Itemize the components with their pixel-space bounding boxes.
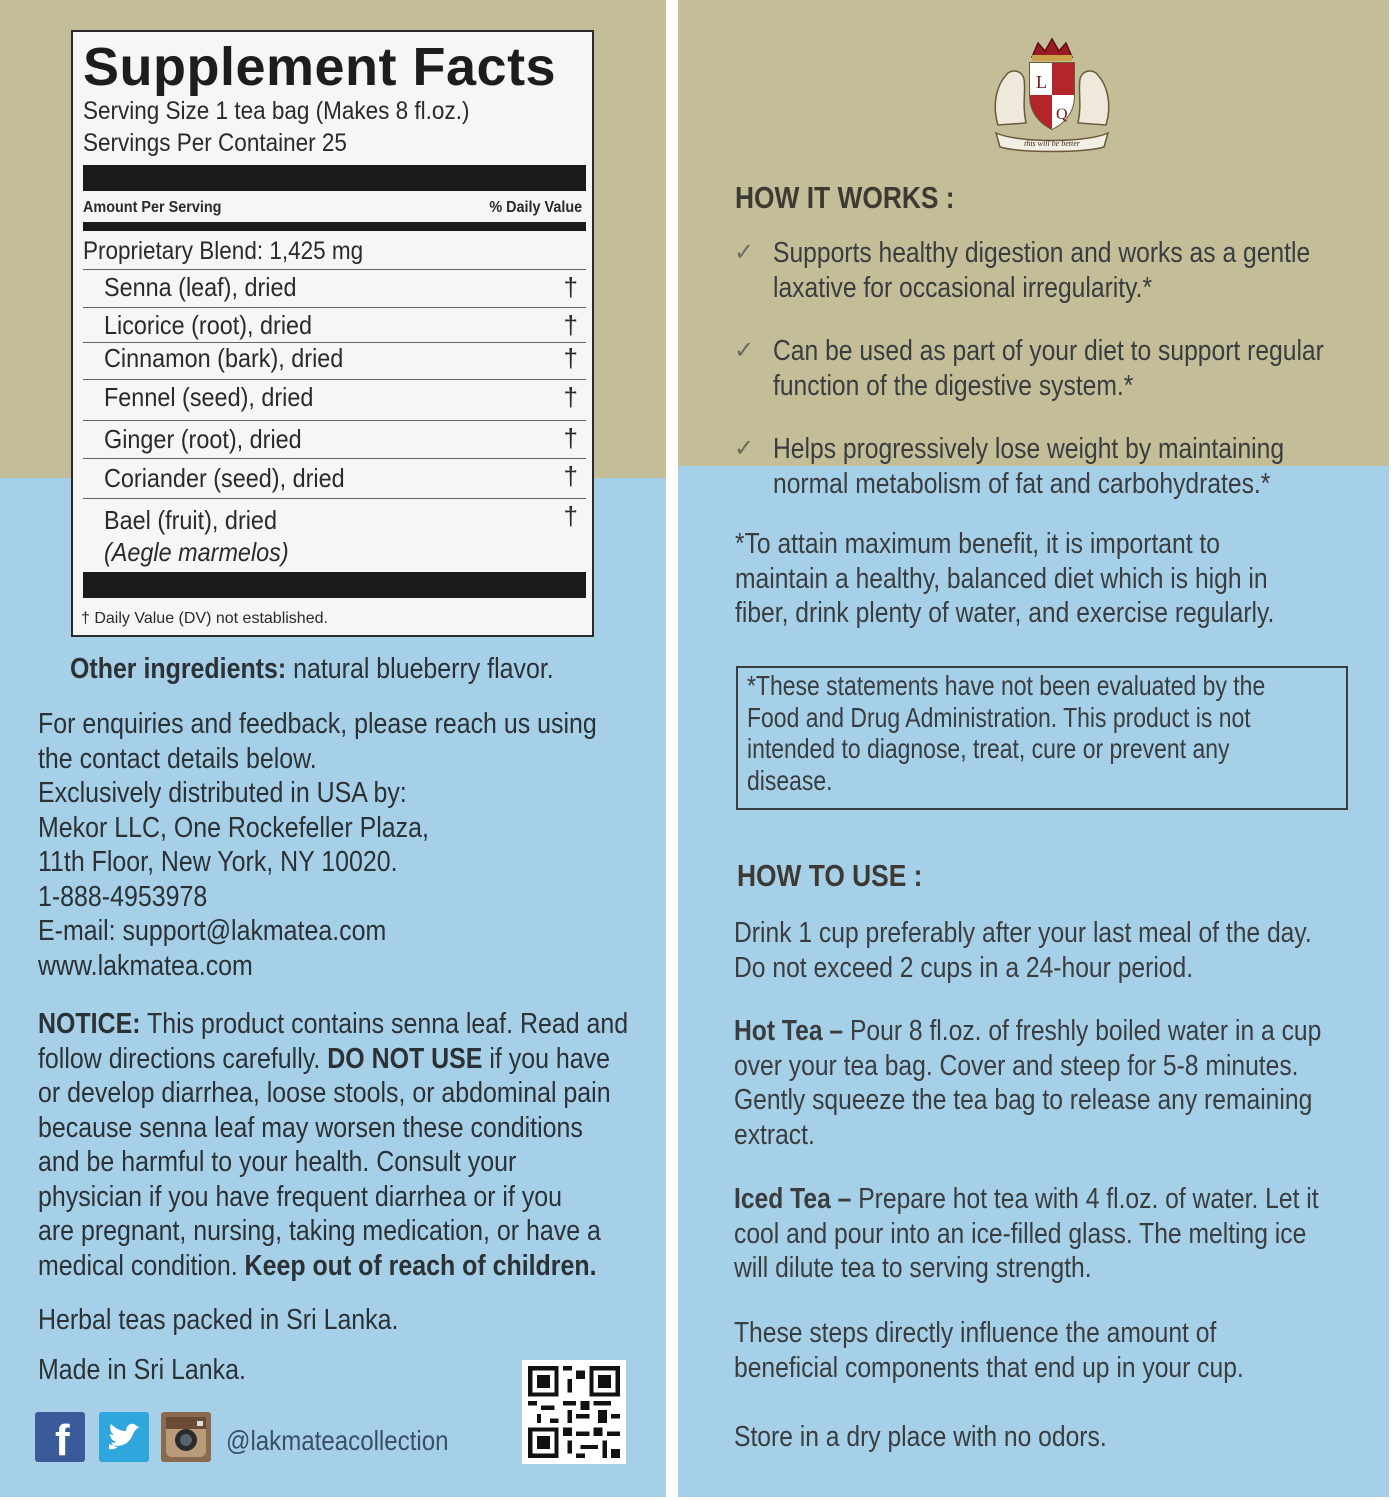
- ingredient-dv: †: [563, 501, 578, 531]
- ingredient-name: Cinnamon (bark), dried: [104, 343, 344, 373]
- fda-disclaimer: [747, 670, 1265, 796]
- intro-line: Do not exceed 2 cups in a 24-hour period.: [734, 951, 1194, 984]
- made-in: Made in Sri Lanka.: [38, 1354, 246, 1386]
- ingredient-name: Fennel (seed), dried: [104, 382, 314, 412]
- ingredient-name: Licorice (root), dried: [104, 310, 313, 340]
- steps-line: These steps directly influence the amount of: [734, 1317, 1217, 1349]
- ingredient-dv: †: [563, 382, 578, 412]
- ingredient-dv: †: [563, 343, 578, 373]
- intro-line: Drink 1 cup preferably after your last meal of the day.: [734, 917, 1312, 949]
- notice-text: or develop diarrhea, loose stools, or abdominal pain: [38, 1077, 611, 1109]
- medium-divider: [83, 222, 586, 231]
- contact-phone: 1-888-4953978: [38, 880, 208, 913]
- ingredient-row: [83, 269, 586, 307]
- svg-text:f: f: [55, 1416, 70, 1462]
- item-line: normal metabolism of fat and carbohydrates.*: [773, 467, 1271, 500]
- hot-line: over your tea bag. Cover and steep for 5-8 minutes.: [734, 1049, 1299, 1082]
- svg-text:L: L: [1036, 72, 1047, 92]
- fda-disclaimer-box: [736, 666, 1348, 810]
- hot-tea-label: Hot Tea –: [734, 1015, 850, 1047]
- ingredient-latin-name: (Aegle marmelos): [104, 537, 289, 567]
- contact-line: Mekor LLC, One Rockefeller Plaza,: [38, 811, 429, 844]
- fda-line: *These statements have not been evaluated by the: [747, 670, 1266, 701]
- checkmark-icon: ✓: [734, 337, 755, 364]
- ingredient-dv: †: [563, 461, 578, 491]
- facts-title: Supplement Facts: [83, 37, 557, 97]
- item-line: Helps progressively lose weight by maintaining: [773, 433, 1285, 465]
- other-ingredients-label: Other ingredients:: [70, 653, 287, 685]
- contact-line: the contact details below.: [38, 742, 317, 775]
- ingredient-row: [83, 458, 586, 498]
- iced-line: Prepare hot tea with 4 fl.oz. of water. Let it: [858, 1183, 1319, 1215]
- contact-line: 11th Floor, New York, NY 10020.: [38, 846, 398, 878]
- checkmark-icon: ✓: [734, 239, 755, 266]
- do-not-use: DO NOT USE: [327, 1042, 483, 1075]
- checkmark-icon: ✓: [734, 435, 755, 462]
- iced-line: cool and pour into an ice-filled glass. The melting ice: [734, 1217, 1307, 1250]
- note-line: maintain a healthy, balanced diet which is high in: [735, 562, 1268, 595]
- how-it-works-item: [773, 334, 1324, 403]
- item-line: function of the digestive system.*: [773, 369, 1134, 402]
- other-ingredients-text: natural blueberry flavor.: [286, 653, 554, 685]
- fda-line: intended to diagnose, treat, cure or prevent any: [747, 733, 1230, 764]
- svg-text:Q: Q: [1056, 106, 1068, 123]
- other-ingredients: [70, 652, 554, 687]
- iced-line: will dilute tea to serving strength.: [734, 1252, 1092, 1284]
- benefit-note: [735, 527, 1274, 631]
- how-to-use-title: HOW TO USE :: [737, 858, 923, 893]
- notice-text: because senna leaf may worsen these conditions: [38, 1111, 583, 1144]
- proprietary-blend: Proprietary Blend: 1,425 mg: [83, 237, 364, 265]
- how-it-works-item: [773, 236, 1310, 305]
- how-it-works-title: HOW IT WORKS :: [735, 180, 955, 215]
- supplement-facts-box: [71, 30, 594, 637]
- notice-text: This product contains senna leaf. Read and: [140, 1008, 629, 1040]
- contact-line: For enquiries and feedback, please reach us using: [38, 708, 597, 740]
- social-handle[interactable]: @lakmateacollection: [226, 1425, 449, 1456]
- ingredient-row: [83, 342, 586, 379]
- serving-size: Serving Size 1 tea bag (Makes 8 fl.oz.): [83, 97, 470, 125]
- contact-block: [38, 707, 597, 983]
- ingredient-row: [83, 498, 586, 570]
- hot-line: Gently squeeze the tea bag to release any remaining: [734, 1084, 1313, 1116]
- contact-website: www.lakmatea.com: [38, 949, 253, 982]
- notice-text: physician if you have frequent diarrhea or if you: [38, 1180, 563, 1213]
- fda-line: Food and Drug Administration. This product is not: [747, 701, 1251, 733]
- how-it-works-item: [773, 432, 1284, 501]
- crest-motto: this will be better: [1024, 139, 1080, 148]
- note-line: fiber, drink plenty of water, and exercise regularly.: [735, 597, 1275, 629]
- left-panel: [0, 0, 666, 1497]
- contact-line: Exclusively distributed in USA by:: [38, 777, 407, 809]
- how-to-use-intro: [734, 916, 1312, 985]
- servings-per-container: Servings Per Container 25: [83, 129, 347, 157]
- notice-text: medical condition.: [38, 1249, 245, 1282]
- thick-divider: [83, 572, 586, 598]
- ingredient-row: [83, 420, 586, 458]
- notice-text: are pregnant, nursing, taking medication, or have a: [38, 1215, 601, 1247]
- notice-text: and be harmful to your health. Consult your: [38, 1146, 517, 1178]
- notice-text: follow directions carefully.: [38, 1042, 328, 1075]
- qr-code: [522, 1360, 626, 1464]
- keep-out-warning: Keep out of reach of children.: [244, 1249, 597, 1282]
- ingredient-dv: †: [563, 423, 578, 453]
- amount-per-serving: Amount Per Serving: [83, 199, 222, 216]
- notice-text: if you have: [482, 1042, 611, 1075]
- hot-tea-instructions: [734, 1014, 1321, 1152]
- steps-note: [734, 1316, 1244, 1385]
- ingredient-name: Ginger (root), dried: [104, 424, 302, 454]
- item-line: Can be used as part of your diet to support regular: [773, 335, 1324, 367]
- note-line: *To attain maximum benefit, it is important to: [735, 528, 1220, 560]
- twitter-icon[interactable]: [99, 1412, 149, 1462]
- notice-label: NOTICE:: [38, 1008, 141, 1040]
- item-line: Supports healthy digestion and works as a gentle: [773, 237, 1311, 269]
- iced-tea-instructions: [734, 1182, 1319, 1286]
- fda-line: disease.: [747, 764, 833, 796]
- notice-block: [38, 1007, 628, 1283]
- packed-in: Herbal teas packed in Sri Lanka.: [38, 1304, 399, 1336]
- iced-tea-label: Iced Tea –: [734, 1183, 859, 1215]
- thick-divider: [83, 165, 586, 191]
- contact-email: E-mail: support@lakmatea.com: [38, 915, 387, 947]
- ingredient-row: [83, 307, 586, 345]
- hot-line: extract.: [734, 1118, 815, 1151]
- facts-footnote: † Daily Value (DV) not established.: [81, 610, 328, 627]
- storage-note: Store in a dry place with no odors.: [734, 1421, 1107, 1453]
- ingredient-name: Bael (fruit), dried: [104, 505, 277, 535]
- ingredient-name: Senna (leaf), dried: [104, 272, 297, 302]
- ingredient-name: Coriander (seed), dried: [104, 463, 345, 493]
- steps-line: beneficial components that end up in your cup.: [734, 1351, 1244, 1384]
- daily-value-header: % Daily Value: [489, 199, 582, 216]
- facebook-icon[interactable]: [35, 1412, 85, 1462]
- right-panel: [678, 0, 1389, 1497]
- ingredient-dv: †: [563, 310, 578, 340]
- hot-line: Pour 8 fl.oz. of freshly boiled water in a cup: [849, 1015, 1322, 1047]
- instagram-icon[interactable]: [161, 1412, 211, 1462]
- crest-logo: [978, 35, 1126, 155]
- item-line: laxative for occasional irregularity.*: [773, 271, 1153, 304]
- ingredient-row: [83, 379, 586, 420]
- ingredient-dv: †: [563, 272, 578, 302]
